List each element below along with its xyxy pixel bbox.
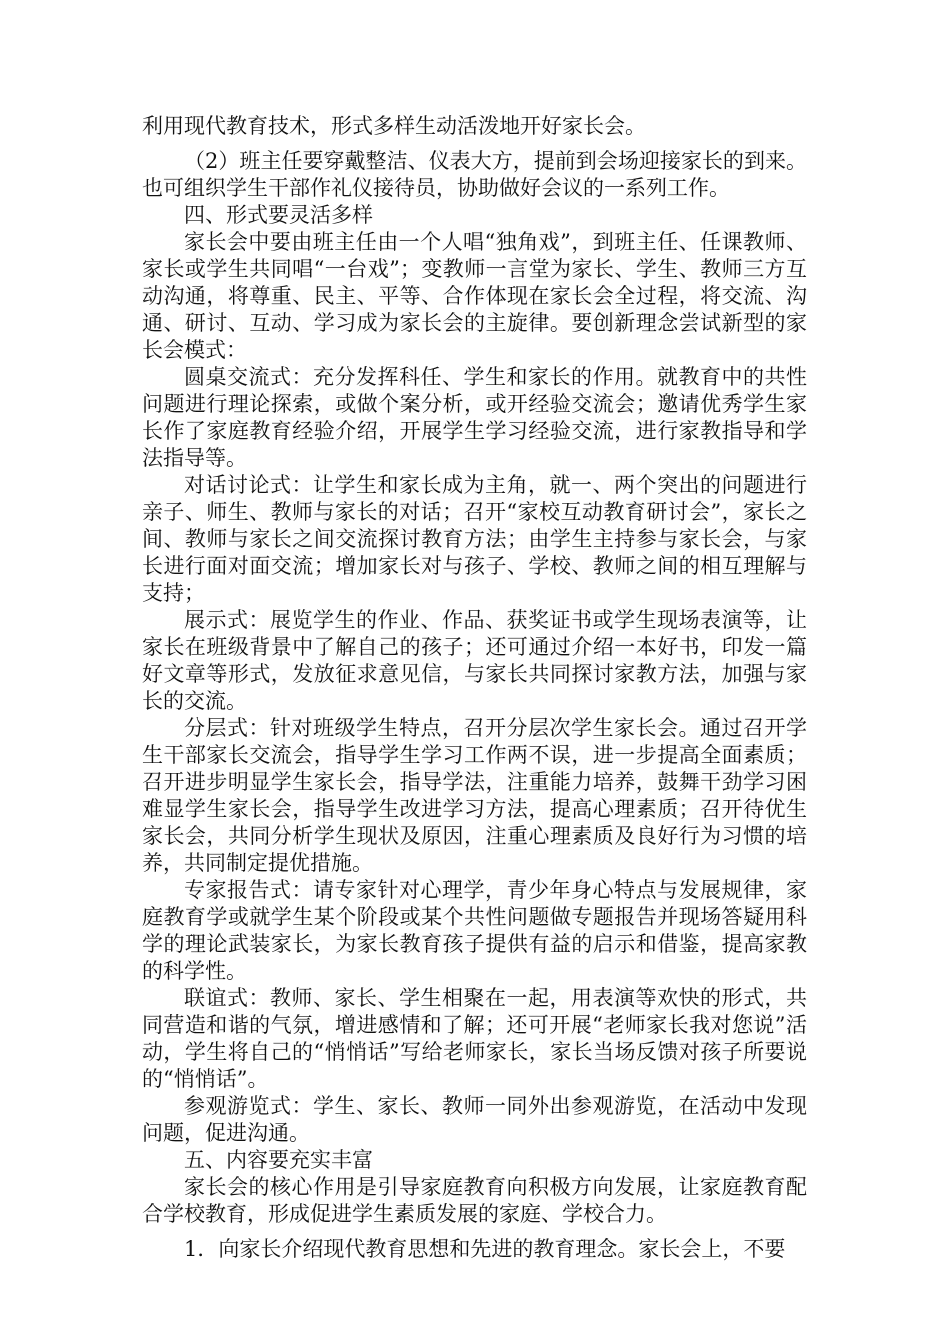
paragraph-excursion: 参观游览式：学生、家长、教师一同外出参观游览，在活动中发现问题，促进沟通。	[142, 1094, 807, 1145]
document-body	[142, 113, 807, 1263]
paragraph-intro-line: 利用现代教育技术，形式多样生动活泼地开好家长会。	[142, 114, 646, 138]
paragraph-item-one: 1．向家长介绍现代教育思想和先进的教育理念。家长会上，不要	[184, 1237, 786, 1261]
section-heading-five: 五、内容要充实丰富	[184, 1148, 373, 1172]
paragraph-exhibition: 展示式：展览学生的作业、作品、获奖证书或学生现场表演等，让家长在班级背景中了解自己的孩子；还可通过介绍一本好书，印发一篇好文章等形式，发放征求意见信，与家长共同探讨家教方法，加强与家长的交流。	[142, 608, 807, 713]
paragraph-core-role: 家长会的核心作用是引导家庭教育向积极方向发展，让家庭教育配合学校教育，形成促进学生素质发展的家庭、学校合力。	[142, 1175, 807, 1226]
paragraph-roundtable: 圆桌交流式：充分发挥科任、学生和家长的作用。就教育中的共性问题进行理论探索，或做个案分析，或开经验交流会；邀请优秀学生家长作了家庭教育经验介绍，开展学生学习经验交流，进行家教指导和学法指导等。	[142, 365, 807, 470]
paragraph-teacher-dress: （2）班主任要穿戴整洁、仪表大方，提前到会场迎接家长的到来。也可组织学生干部作礼仪接待员，协助做好会议的一系列工作。	[142, 149, 807, 200]
section-heading-four: 四、形式要灵活多样	[184, 203, 373, 227]
paragraph-format-overview: 家长会中要由班主任由一个人唱“独角戏”，到班主任、任课教师、家长或学生共同唱“一台戏”；变教师一言堂为家长、学生、教师三方互动沟通，将尊重、民主、平等、合作体现在家长会全过程，将交流、沟通、研讨、互动、学习成为家长会的主旋律。要创新理念尝试新型的家长会模式：	[142, 230, 807, 362]
paragraph-layered: 分层式：针对班级学生特点，召开分层次学生家长会。通过召开学生干部家长交流会，指导学生学习工作两不误，进一步提高全面素质；召开进步明显学生家长会，指导学法，注重能力培养，鼓舞干劲学习困难显学生家长会，指导学生改进学习方法，提高心理素质；召开待优生家长会，共同分析学生现状及原因，注重心理素质及良好行为习惯的培养，共同制定提优措施。	[142, 716, 807, 875]
paragraph-expert-report: 专家报告式：请专家针对心理学，青少年身心特点与发展规律，家庭教育学或就学生某个阶段或某个共性问题做专题报告并现场答疑用科学的理论武装家长，为家长教育孩子提供有益的启示和借鉴，提高家教的科学性。	[142, 878, 807, 983]
paragraph-social: 联谊式：教师、家长、学生相聚在一起，用表演等欢快的形式，共同营造和谐的气氛，增进感情和了解；还可开展“老师家长我对您说”活动，学生将自己的“悄悄话”写给老师家长，家长当场反馈对孩子所要说的“悄悄话”。	[142, 986, 807, 1091]
paragraph-dialogue: 对话讨论式：让学生和家长成为主角，就一、两个突出的问题进行亲子、师生、教师与家长的对话；召开“家校互动教育研讨会”，家长之间、教师与家长之间交流探讨教育方法；由学生主持参与家长会，与家长进行面对面交流；增加家长对与孩子、学校、教师之间的相互理解与支持；	[142, 473, 807, 605]
